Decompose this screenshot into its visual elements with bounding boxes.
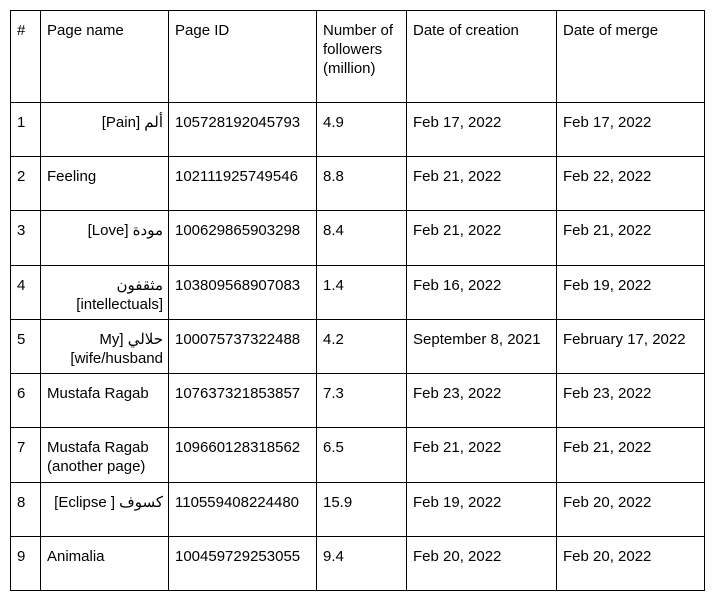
followers-cell: 8.4 — [317, 211, 407, 265]
date-of-creation-cell: Feb 21, 2022 — [407, 428, 557, 482]
date-of-merge-cell: Feb 21, 2022 — [557, 428, 705, 482]
table-row — [11, 103, 705, 157]
col-header-date-of-merge: Date of merge — [557, 11, 705, 103]
row-number: 1 — [11, 103, 41, 157]
col-header-date-of-creation: Date of creation — [407, 11, 557, 103]
page-id-cell: 100459729253055 — [169, 536, 317, 590]
col-header-page-id: Page ID — [169, 11, 317, 103]
page-id-cell: 107637321853857 — [169, 374, 317, 428]
table-row — [11, 211, 705, 265]
row-number: 3 — [11, 211, 41, 265]
table-row — [11, 319, 705, 373]
row-number: 6 — [11, 374, 41, 428]
row-number: 5 — [11, 319, 41, 373]
followers-cell: 1.4 — [317, 265, 407, 319]
date-of-merge-cell: Feb 23, 2022 — [557, 374, 705, 428]
page-name-cell: Animalia — [41, 536, 169, 590]
table-row — [11, 265, 705, 319]
date-of-merge-cell: February 17, 2022 — [557, 319, 705, 373]
table-row — [11, 374, 705, 428]
date-of-merge-cell: Feb 19, 2022 — [557, 265, 705, 319]
followers-cell: 9.4 — [317, 536, 407, 590]
followers-cell: 4.2 — [317, 319, 407, 373]
followers-cell: 8.8 — [317, 157, 407, 211]
row-number: 9 — [11, 536, 41, 590]
page-id-cell: 103809568907083 — [169, 265, 317, 319]
col-header-followers: Number of followers (million) — [317, 11, 407, 103]
date-of-creation-cell: September 8, 2021 — [407, 319, 557, 373]
followers-cell: 6.5 — [317, 428, 407, 482]
page-name-cell: مثقفون [intellectuals] — [41, 265, 169, 319]
row-number: 7 — [11, 428, 41, 482]
table-row — [11, 482, 705, 536]
page-id-cell: 109660128318562 — [169, 428, 317, 482]
page-name-cell: ألم [Pain] — [41, 103, 169, 157]
page-id-cell: 102111925749546 — [169, 157, 317, 211]
table-row — [11, 536, 705, 590]
page-name-cell: كسوف [ Eclipse] — [41, 482, 169, 536]
table-row — [11, 428, 705, 482]
page-name-cell: حلالي [My wife/husband] — [41, 319, 169, 373]
header-row — [11, 11, 705, 103]
date-of-merge-cell: Feb 21, 2022 — [557, 211, 705, 265]
page-id-cell: 105728192045793 — [169, 103, 317, 157]
date-of-merge-cell: Feb 20, 2022 — [557, 536, 705, 590]
row-number: 4 — [11, 265, 41, 319]
page-id-cell: 100075737322488 — [169, 319, 317, 373]
date-of-merge-cell: Feb 22, 2022 — [557, 157, 705, 211]
followers-cell: 4.9 — [317, 103, 407, 157]
date-of-creation-cell: Feb 21, 2022 — [407, 211, 557, 265]
page-name-cell: Feeling — [41, 157, 169, 211]
date-of-creation-cell: Feb 20, 2022 — [407, 536, 557, 590]
date-of-creation-cell: Feb 17, 2022 — [407, 103, 557, 157]
date-of-merge-cell: Feb 17, 2022 — [557, 103, 705, 157]
followers-cell: 7.3 — [317, 374, 407, 428]
date-of-creation-cell: Feb 16, 2022 — [407, 265, 557, 319]
table-row — [11, 157, 705, 211]
col-header-page-name: Page name — [41, 11, 169, 103]
date-of-creation-cell: Feb 23, 2022 — [407, 374, 557, 428]
page-id-cell: 100629865903298 — [169, 211, 317, 265]
page-name-cell: مودة [Love] — [41, 211, 169, 265]
col-header-number: # — [11, 11, 41, 103]
page-name-cell: Mustafa Ragab (another page) — [41, 428, 169, 482]
date-of-creation-cell: Feb 21, 2022 — [407, 157, 557, 211]
date-of-merge-cell: Feb 20, 2022 — [557, 482, 705, 536]
date-of-creation-cell: Feb 19, 2022 — [407, 482, 557, 536]
followers-cell: 15.9 — [317, 482, 407, 536]
pages-table — [10, 10, 705, 591]
page-id-cell: 110559408224480 — [169, 482, 317, 536]
page-name-cell: Mustafa Ragab — [41, 374, 169, 428]
row-number: 8 — [11, 482, 41, 536]
row-number: 2 — [11, 157, 41, 211]
